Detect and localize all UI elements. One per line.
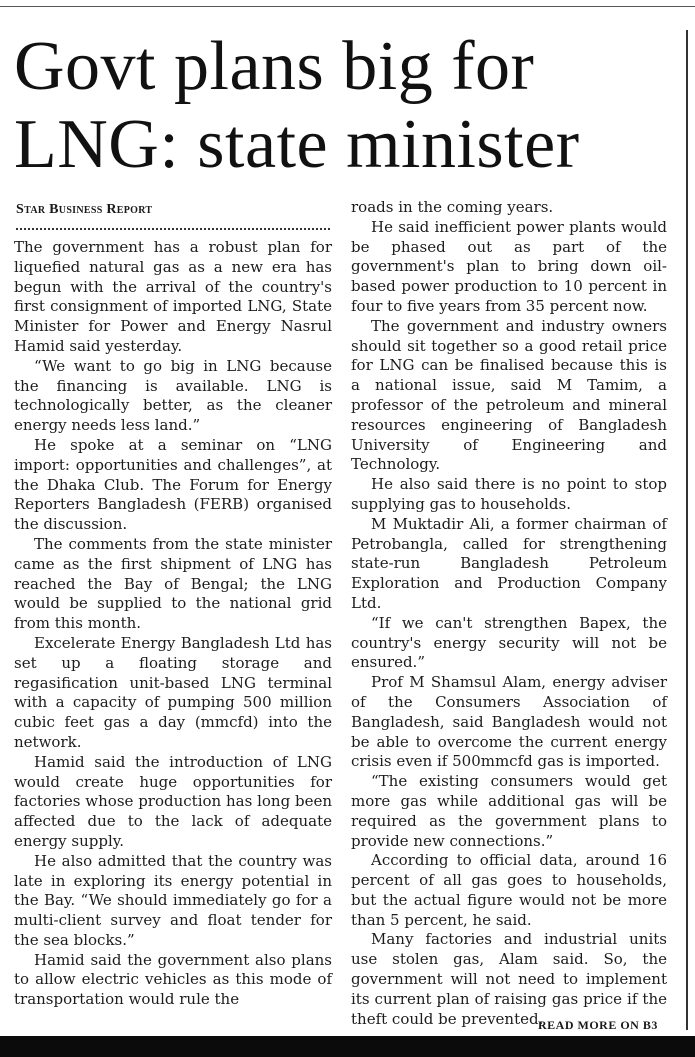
paragraph: He also said there is no point to stop supplying gas to households. [351,475,667,513]
byline-divider [16,228,330,230]
bottom-bar [0,1036,695,1057]
paragraph: The government and industry owners should sit together so a good retail price for LNG can be finalised because this is a national issue, said M Tamim, a professor of the petroleum and mineral resources engineering of Bangladesh University of Engineering and Technology. [351,316,667,474]
paragraph: Excelerate Energy Bangladesh Ltd has set up a floating storage and regasification unit-based LNG terminal with a capacity of pumping 500 million cubic feet gas a day (mmcfd) into the network. [14,633,332,751]
paragraph: “We want to go big in LNG because the financing is available. LNG is technologically better, as the cleaner energy needs less land.” [14,356,332,435]
paragraph: The government has a robust plan for liquefied natural gas as a new era has begun with the arrival of the country's first consignment of imported LNG, State Minister for Power and Energy Nasrul Hamid said yesterday. [14,238,332,355]
paragraph: M Muktadir Ali, a former chairman of Petrobangla, called for strengthening state-run Bangladesh Petroleum Exploration and Production Company Ltd. [351,514,667,612]
headline-line-1: Govt plans big for [14,28,535,105]
adjacent-column-edge [686,30,688,1030]
left-column [14,238,332,1010]
paragraph: He also admitted that the country was late in exploring its energy potential in the Bay. “We should immediately go for a multi-client survey and float tender for the sea blocks.” [14,851,332,949]
paragraph: Hamid said the government also plans to allow electric vehicles as this mode of transportation would rule the [14,950,332,1009]
read-more-link[interactable]: READ MORE ON B3 [538,1018,658,1032]
paragraph: He said inefficient power plants would be phased out as part of the government's plan to bring down oil-based power production to 10 percent in four to five years from 35 percent now. [351,217,667,315]
headline [14,28,684,184]
paragraph-continuation: roads in the coming years. [351,198,554,216]
right-column [351,198,667,1029]
paragraph: Prof M Shamsul Alam, energy adviser of the Consumers Association of Bangladesh, said Bangladesh would not be able to overcome the current energy crisis even if 500mmcfd gas is imported. [351,673,667,771]
paragraph: “If we can't strengthen Bapex, the country's energy security will not be ensured.” [351,613,667,672]
paragraph: The comments from the state minister came as the first shipment of LNG has reached the Bay of Bengal; the LNG would be supplied to the national grid from this month. [14,534,332,633]
headline-line-2: LNG: state minister [14,106,580,183]
paragraph: Many factories and industrial units use stolen gas, Alam said. So, the government will not need to implement its current plan of raising gas price if the theft could be prevented. [351,930,667,1028]
paragraph: “The existing consumers would get more gas while additional gas will be required as the government plans to provide new connections.” [351,772,667,850]
top-rule [0,6,695,7]
paragraph: According to official data, around 16 percent of all gas goes to households, but the actual figure would not be more than 5 percent, he said. [351,851,667,929]
paragraph: Hamid said the introduction of LNG would create huge opportunities for factories whose production has long been affected due to the lack of adequate energy supply. [14,752,332,850]
paragraph: He spoke at a seminar on “LNG import: opportunities and challenges”, at the Dhaka Club. The Forum for Energy Reporters Bangladesh (FERB) organised the discussion. [14,435,332,534]
byline: Star Business Report [16,202,153,217]
